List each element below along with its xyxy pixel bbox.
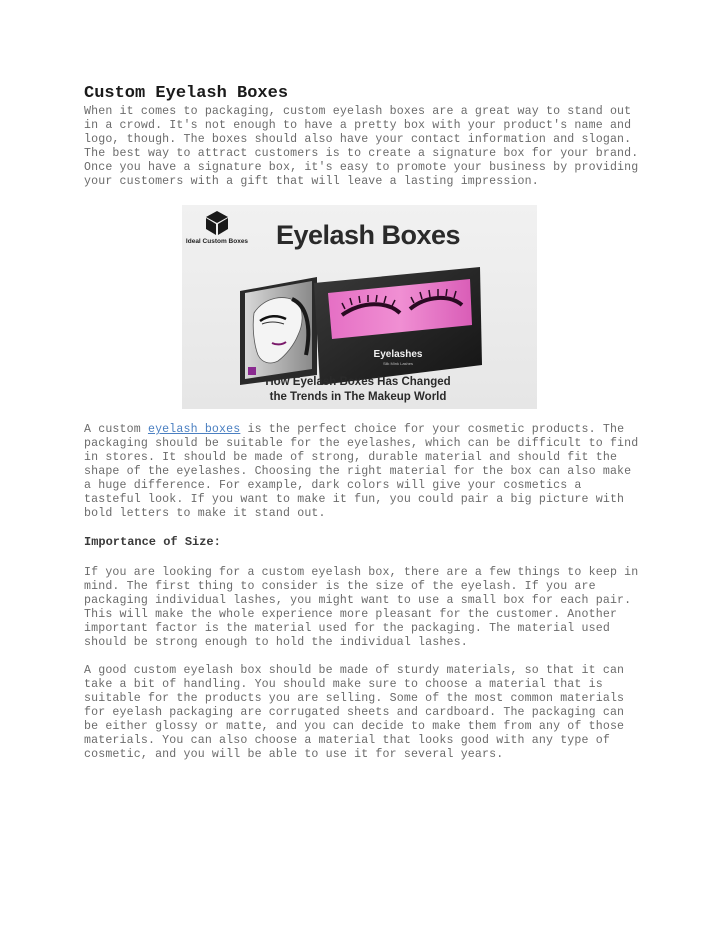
body-paragraph-3: If you are looking for a custom eyelash box, there are a few things to keep in mind. The first thing to consider is the size of the eyelash. If you are packaging individual lashes, you might want to use a small box for each pair. This will make the whole experience more pleasant for the customer. Another important factor is the material used for the packaging. The material used should be strong enough to hold the individual lashes. — [84, 566, 639, 649]
eyelash-boxes-banner-image — [182, 205, 537, 409]
section-heading: Importance of Size: — [84, 535, 221, 549]
banner-caption-line-1: How Eyelash Boxes Has Changed — [265, 376, 451, 388]
eyelash-boxes-link[interactable]: eyelash boxes — [147, 423, 241, 436]
banner-caption-line-2: the Trends in The Makeup World — [269, 391, 447, 403]
p2-text-before-link: A custom — [84, 423, 148, 436]
body-paragraph-4: A good custom eyelash box should be made of sturdy materials, so that it can take a bit of handling. You should make sure to choose a material that is suitable for the products you are selling. Some of the most common materials for eyelash packaging are corrugated sheets and cardboard. The packaging can be either glossy or matte, and you can decide to make them from any of those materials. You can also choose a material that looks good with any type of cosmetic, and you will be able to use it for several years. — [84, 664, 625, 761]
box-label: Eyelashes — [373, 349, 423, 360]
article-title: Custom Eyelash Boxes — [84, 84, 289, 103]
banner-headline: Eyelash Boxes — [275, 220, 461, 250]
brand-text: Ideal Custom Boxes — [185, 238, 249, 245]
intro-paragraph: When it comes to packaging, custom eyelash boxes are a great way to stand out in a crowd. It's not enough to have a pretty box with your product's name and logo, though. The boxes should also have your contact information and slogan. The best way to attract customers is to create a signature box for your brand. Once you have a signature box, it's easy to promote your business by providing your customers with a gift that will leave a lasting impression. — [84, 105, 639, 188]
box-sublabel: Silk Mink Lashes — [382, 361, 414, 366]
body-paragraph-2 — [84, 423, 640, 521]
eyelash-box-illustration — [314, 267, 482, 385]
logo-cube-icon — [206, 211, 228, 235]
figure-container — [84, 205, 640, 419]
article — [84, 84, 640, 762]
p2-text-after-link: is the perfect choice for your cosmetic products. The packaging should be suitable for the eyelashes, which can be difficult to find in stores. It should be made of strong, durable material and should fit the shape of the eyelashes. Choosing the right material for the box can also make a huge difference. For example, dark colors will give your cosmetics a tasteful look. If you want to make it fun, you could pair a big picture with bold letters to make it stand out. — [84, 423, 639, 520]
box-lid-illustration — [240, 277, 317, 385]
